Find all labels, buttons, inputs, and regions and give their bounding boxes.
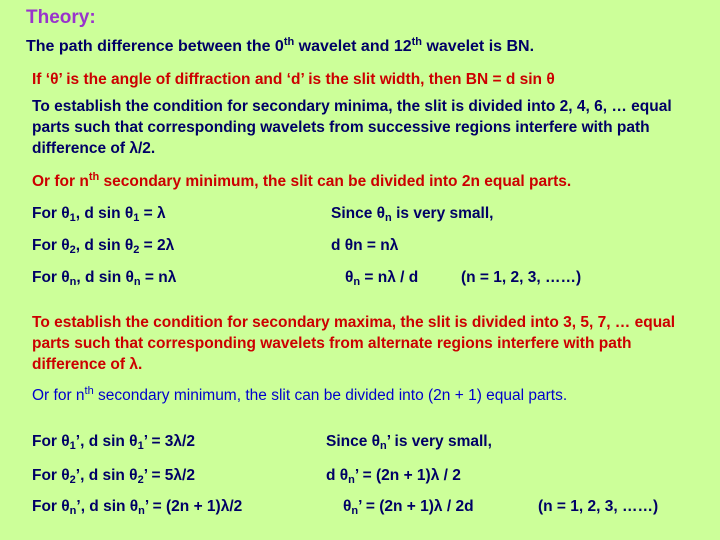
maxima-approx-eq: d $\theta_n$’ = (2n + 1)λ / 2 [326,467,461,486]
minima-n-range: (n = 1, 2, 3, ……) [461,269,582,286]
maxima-eq-row-2: For $\theta_2$’, d $\sin \theta_2$’ = 5λ/2 [32,467,195,486]
minima-result-eq: $\theta_n = n\lambda / d$ [345,269,419,288]
maxima-result-eq: $\theta_n$’ = (2n + 1)λ / 2d [343,498,474,517]
minima-eq-row-3: For $\theta_n$, d $\sin \theta_n = n\lambda$ [32,269,177,288]
minima-eq-row-2: For $\theta_2$, d $\sin \theta_2 = 2\lambda$ [32,237,175,256]
minima-eq-row-1: For $\theta_1$, d $\sin \theta_1 = \lambda$ [32,205,166,224]
maxima-nth-line: Or for $n^{th}$ secondary minimum, the slit can be divided into (2n + 1) equal parts. [32,385,568,404]
minima-small-angle-note: Since $\theta_n$ is very small, [331,205,494,224]
maxima-n-range: (n = 1, 2, 3, ……) [538,498,659,515]
minima-nth-line: Or for $n^{th}$ secondary minimum, the slit can be divided into 2n equal parts. [32,171,572,190]
maxima-eq-row-3: For $\theta_n$’, d $\sin \theta_n$’ = (2n + 1)λ/2 [32,498,243,517]
page-title: Theory: [26,7,96,28]
minima-approx-eq: d θn = nλ [331,237,399,254]
maxima-intro: To establish the condition for secondary maxima, the slit is divided into 3, 5, 7, … equal parts such that corresponding wavelets from alternate regions interfere with path difference of λ. [32,314,676,373]
maxima-small-angle-note: Since $\theta_n$’ is very small, [326,433,492,452]
intro-line: The path difference between the 0th wavelet and 12th wavelet is BN. [26,36,535,55]
minima-intro: To establish the condition for secondary minima, the slit is divided into 2, 4, 6, … equal parts such that corresponding wavelets from successive regions interfere with path difference of λ/2. [32,98,672,157]
definition-line: If ‘θ’ is the angle of diffraction and ‘d’ is the slit width, then BN = d sin θ [32,71,555,88]
maxima-eq-row-1: For $\theta_1$’, d $\sin \theta_1$’ = 3λ/2 [32,433,195,452]
